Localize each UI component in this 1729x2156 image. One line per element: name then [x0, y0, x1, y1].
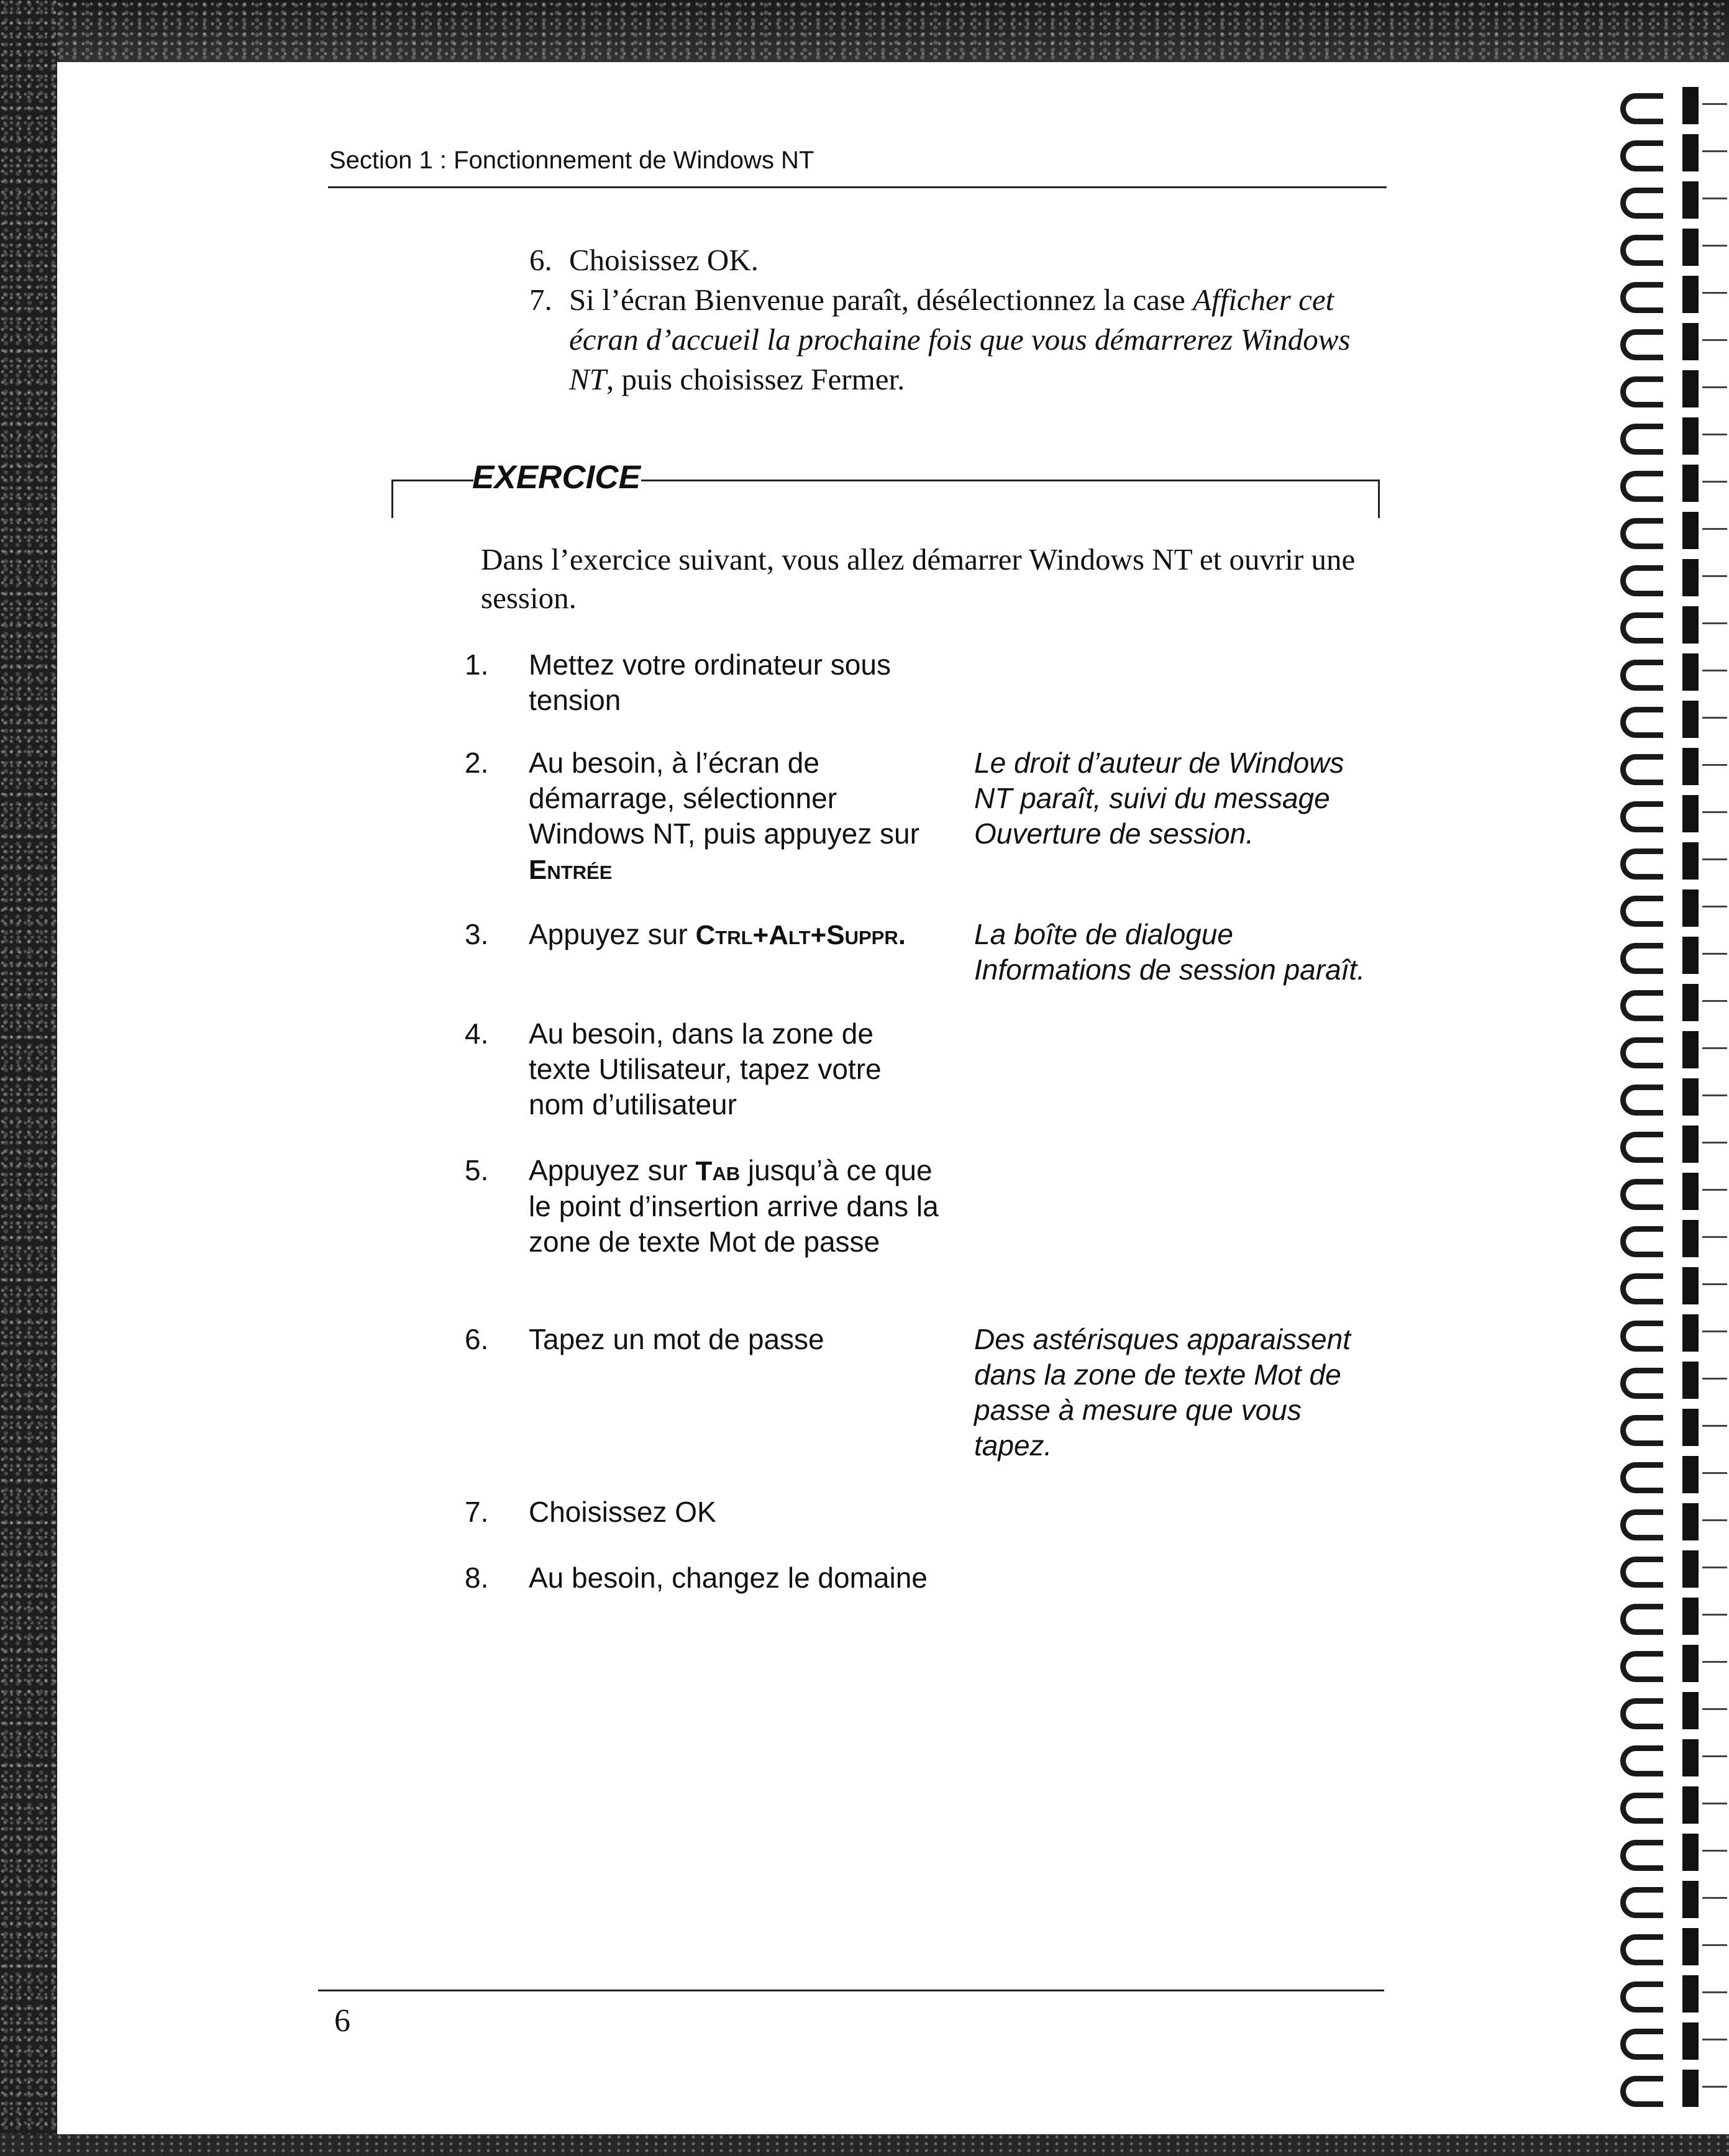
spiral-coil — [1615, 795, 1729, 832]
scan-border-bottom — [0, 2134, 1729, 2156]
spiral-coil — [1615, 1598, 1729, 1635]
spiral-coil — [1615, 1692, 1729, 1729]
spiral-coil — [1615, 1928, 1729, 1965]
row-action: Au besoin, dans la zone de texte Utilisateur, tapez votre nom d’utilisateur — [529, 1017, 882, 1121]
spiral-coil — [1615, 2022, 1729, 2060]
prior-step — [529, 280, 1387, 399]
row-number: 8. — [465, 1562, 489, 1594]
spiral-coil — [1615, 559, 1729, 596]
spiral-coil — [1615, 417, 1729, 455]
exercise-title: EXERCICE — [472, 459, 641, 496]
key-name: Entrée — [529, 855, 613, 885]
row-action: Tapez un mot de passe — [529, 1323, 824, 1355]
spiral-coil — [1615, 1267, 1729, 1304]
spiral-coil — [1615, 1834, 1729, 1871]
step-text: Choisissez OK. — [569, 243, 759, 277]
spiral-coil — [1615, 1550, 1729, 1588]
spiral-coil — [1615, 984, 1729, 1021]
spiral-coil — [1615, 134, 1729, 171]
spiral-coil — [1615, 1314, 1729, 1352]
exercise-box-left — [391, 480, 393, 518]
spiral-coil — [1615, 889, 1729, 927]
spiral-coil — [1615, 937, 1729, 974]
spiral-coil — [1615, 1645, 1729, 1682]
spiral-coil — [1615, 1409, 1729, 1446]
step-text: , puis choisissez Fermer. — [606, 362, 905, 396]
spiral-coil — [1615, 1031, 1729, 1068]
spiral-coil — [1615, 2070, 1729, 2107]
spiral-coil — [1615, 606, 1729, 644]
spiral-coil — [1615, 1786, 1729, 1824]
page-number: 6 — [334, 2003, 350, 2039]
key-name: Ctrl+Alt+Suppr. — [695, 920, 906, 950]
spiral-coil — [1615, 465, 1729, 502]
spiral-coil — [1615, 1173, 1729, 1210]
scan-border-left — [0, 0, 57, 2156]
exercise-rule — [641, 480, 1380, 481]
spiral-coil — [1615, 512, 1729, 549]
spiral-coil — [1615, 181, 1729, 219]
spiral-coil — [1615, 323, 1729, 360]
exercise-box-right — [1378, 480, 1380, 518]
row-result: La boîte de dialogue Informations de session paraît. — [974, 918, 1365, 986]
row-number: 5. — [465, 1154, 489, 1186]
step-text-italic: Afficher cet écran d’accueil la prochaine fois que vous démarrerez Windows NT — [569, 283, 1351, 396]
row-action: Mettez votre ordinateur sous tension — [529, 648, 891, 716]
spiral-binding — [1615, 87, 1729, 2134]
spiral-coil — [1615, 653, 1729, 691]
spiral-coil — [1615, 1126, 1729, 1163]
spiral-coil — [1615, 1362, 1729, 1399]
spiral-coil — [1615, 276, 1729, 313]
step-number: 7. — [529, 283, 552, 317]
row-result: Le droit d’auteur de Windows NT paraît, suivi du message Ouverture de session. — [974, 747, 1344, 850]
row-number: 1. — [465, 648, 489, 681]
step-number: 6. — [529, 243, 552, 277]
scan-border-top — [0, 0, 1729, 62]
spiral-coil — [1615, 87, 1729, 124]
row-number: 3. — [465, 918, 489, 950]
exercise-rule — [391, 480, 473, 481]
spiral-coil — [1615, 701, 1729, 738]
spiral-coil — [1615, 842, 1729, 880]
row-number: 7. — [465, 1496, 489, 1528]
footer-rule — [318, 1990, 1384, 1991]
row-number: 4. — [465, 1017, 489, 1050]
spiral-coil — [1615, 1975, 1729, 2013]
spiral-coil — [1615, 1739, 1729, 1776]
row-number: 2. — [465, 747, 489, 779]
row-result: Des astérisques apparaissent dans la zone de texte Mot de passe à mesure que vous tapez. — [974, 1323, 1351, 1462]
spiral-coil — [1615, 1078, 1729, 1116]
row-number: 6. — [465, 1323, 489, 1355]
row-action: Appuyez sur Tab jusqu’à ce que le point d’insertion arrive dans la zone de texte Mot de passe — [529, 1154, 939, 1258]
running-header: Section 1 : Fonctionnement de Windows NT — [329, 147, 814, 174]
spiral-coil — [1615, 1220, 1729, 1257]
row-action: Choisissez OK — [529, 1496, 716, 1528]
spiral-coil — [1615, 1881, 1729, 1918]
prior-steps-list — [529, 240, 1387, 399]
spiral-coil — [1615, 1456, 1729, 1493]
spiral-coil — [1615, 748, 1729, 785]
header-rule — [328, 186, 1387, 188]
step-text: Si l’écran Bienvenue paraît, désélectionnez la case — [569, 283, 1193, 317]
row-action: Au besoin, changez le domaine — [529, 1562, 928, 1594]
spiral-coil — [1615, 229, 1729, 266]
row-action: Appuyez sur Ctrl+Alt+Suppr. — [529, 918, 906, 950]
row-action: Au besoin, à l’écran de démarrage, sélectionner Windows NT, puis appuyez sur Entrée — [529, 747, 919, 885]
exercise-intro: Dans l’exercice suivant, vous allez démarrer Windows NT et ouvrir une session. — [481, 542, 1356, 615]
spiral-coil — [1615, 370, 1729, 407]
key-name: Tab — [695, 1156, 741, 1186]
spiral-coil — [1615, 1503, 1729, 1540]
prior-step — [529, 240, 1387, 280]
